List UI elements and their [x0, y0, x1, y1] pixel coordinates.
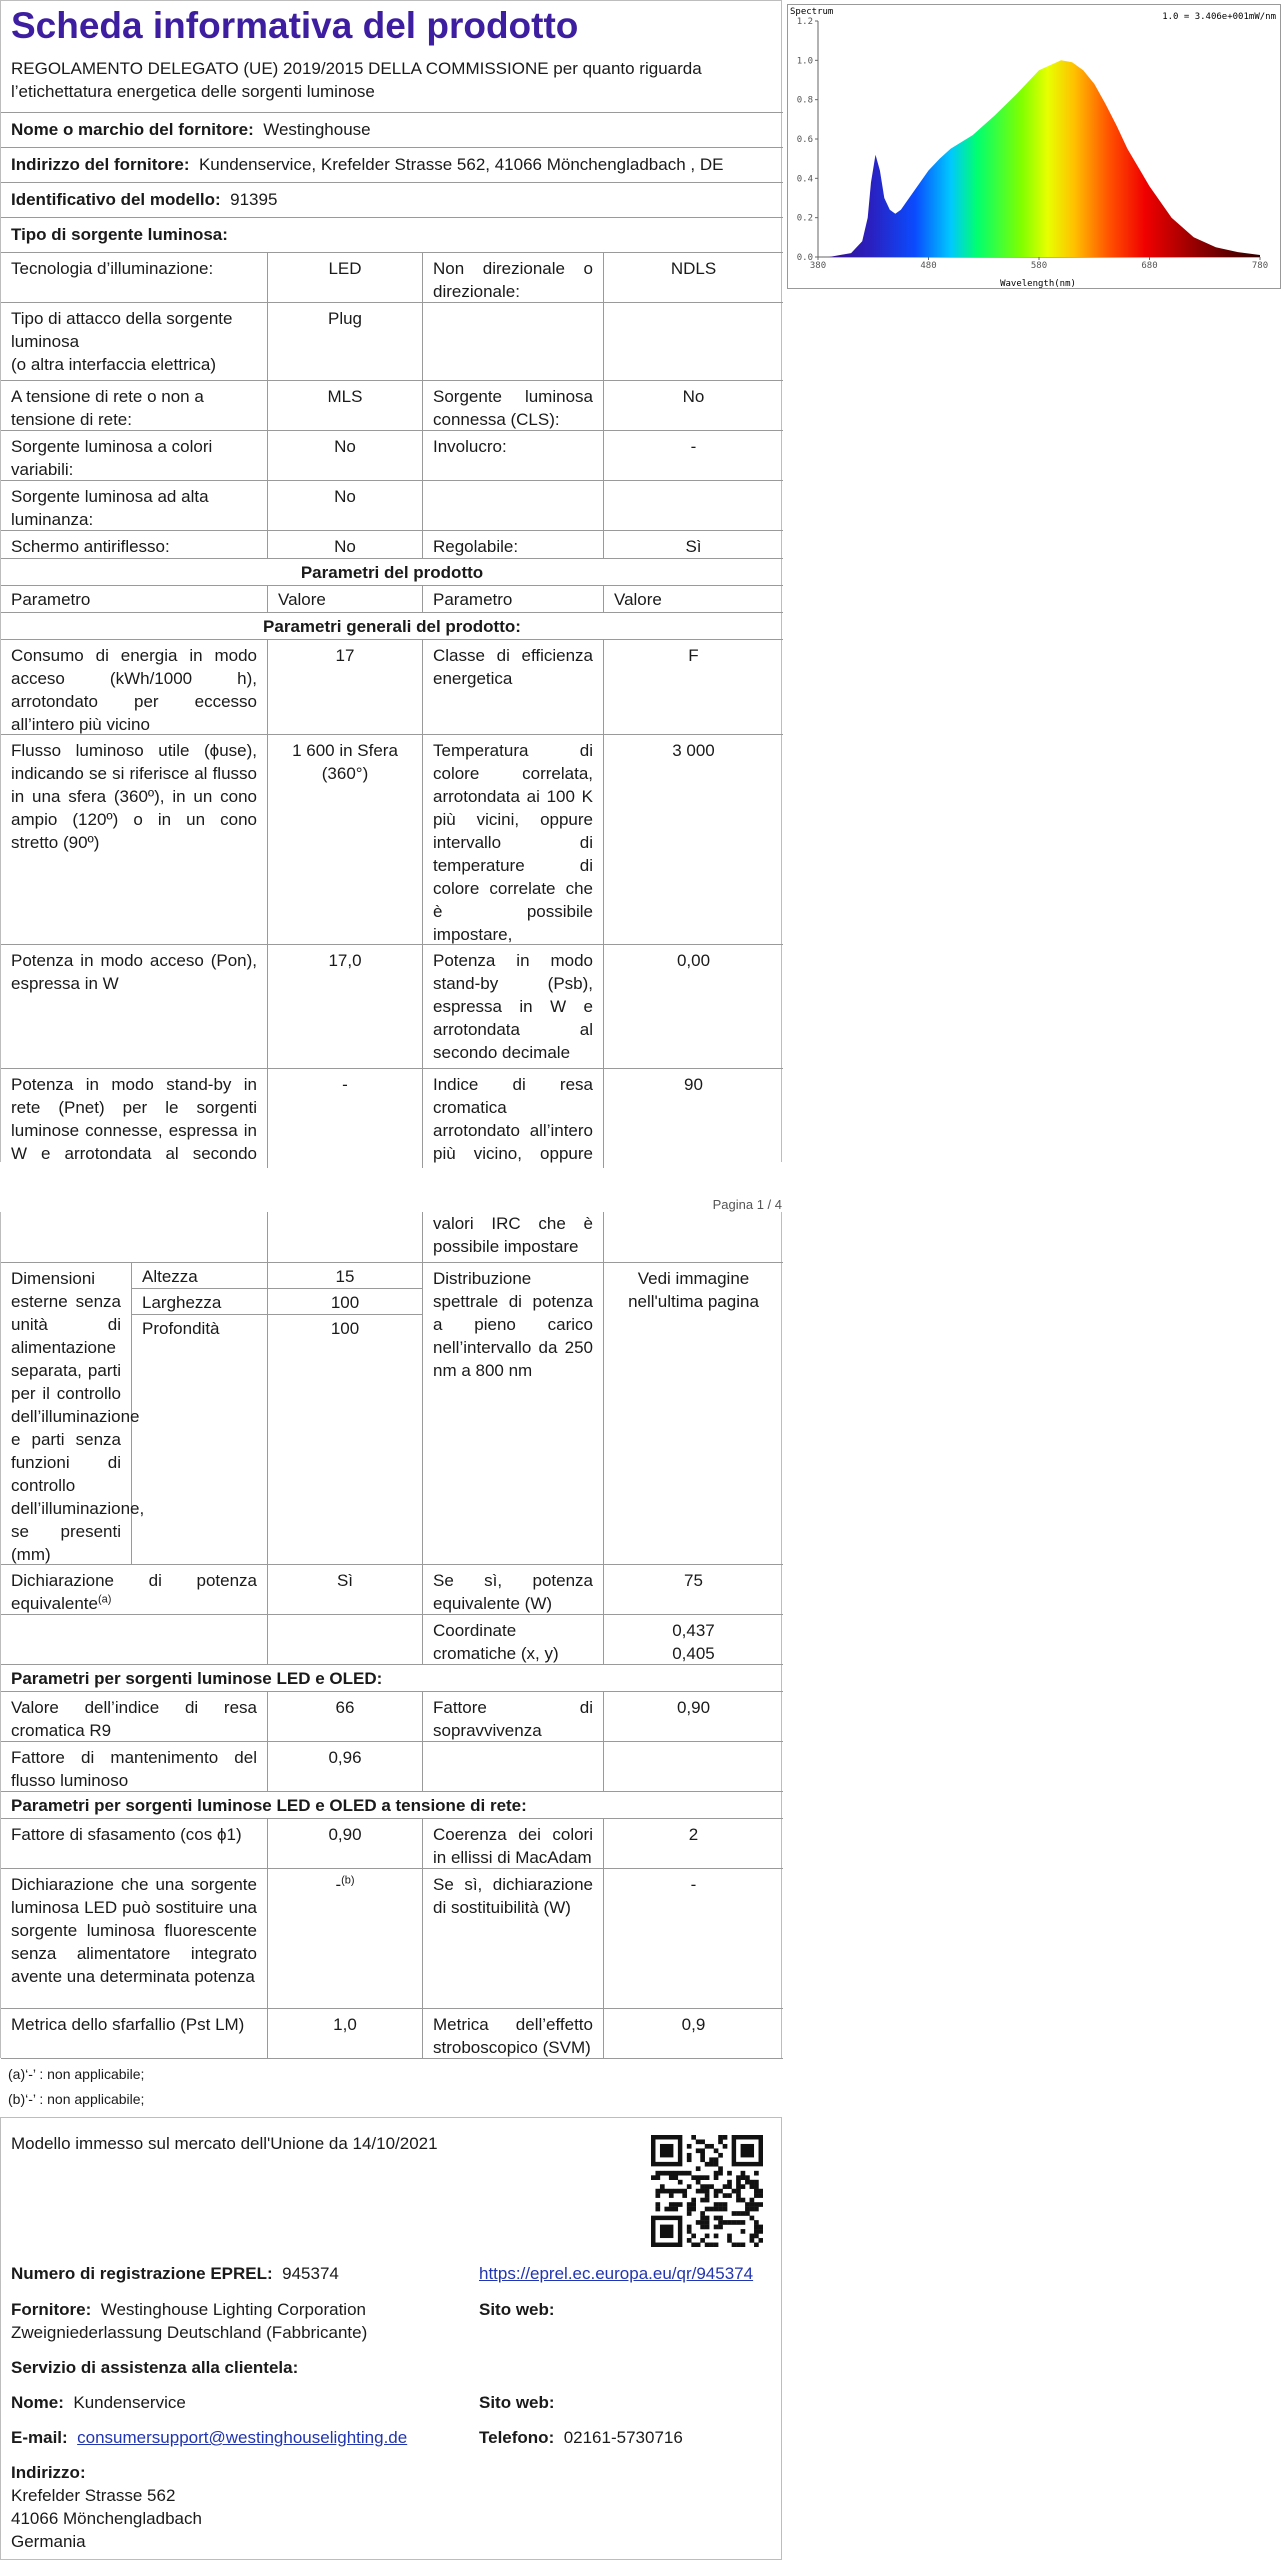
- footer-box: [0, 2117, 782, 2560]
- mains-param-row-3-cell-1: Metrica dello sfarfallio (Pst LM): [1, 2009, 268, 2058]
- source-type-row-1: [1, 252, 783, 302]
- eprel-number: 945374: [282, 2264, 339, 2283]
- x-tick-label: 680: [1141, 261, 1158, 271]
- mains-param-row-2-cell-4: -: [690, 1875, 697, 1894]
- source-type-row-1-cell-4: NDLS: [670, 259, 717, 278]
- y-tick-label: 0.4: [796, 174, 813, 185]
- y-tick-label: 0.8: [796, 95, 813, 106]
- y-tick-label: 1.0: [796, 56, 813, 67]
- chromaticity-y: 0,405: [672, 1644, 715, 1663]
- source-type-row-3-cell-2: MLS: [268, 381, 423, 430]
- qr-code-icon: [651, 2135, 763, 2247]
- phone-label: Telefono:: [479, 2428, 555, 2447]
- supplier-name-row: [1, 112, 783, 147]
- led-param-row-1-cell-3: Fattore di sopravvivenza: [423, 1692, 604, 1741]
- mains-param-row-1-cell-4: 2: [688, 1825, 699, 1844]
- source-type-row-2-cell-3: [423, 303, 604, 380]
- market-date: Modello immesso sul mercato dell'Unione da 14/10/2021: [11, 2134, 438, 2153]
- footnote-ref-a: (a): [97, 1593, 112, 1606]
- web-label-2: Sito web:: [479, 2393, 555, 2412]
- led-param-row-1-cell-4: 0,90: [676, 1698, 711, 1717]
- source-type-row-5-cell-1: Sorgente luminosa ad alta luminanza:: [1, 481, 268, 530]
- col-header-value-1: Valore: [268, 586, 423, 612]
- address-label: Indirizzo:: [11, 2463, 86, 2482]
- model-row: [1, 182, 783, 217]
- equivalent-power-row-cell-4: 75: [684, 1571, 703, 1590]
- source-type-row-1-cell-2: LED: [268, 253, 423, 302]
- equivalent-power-row-cell-3: Se sì, potenza equivalente (W): [423, 1565, 604, 1614]
- general-param-row-1: [1, 639, 783, 734]
- page-title: Scheda informativa del prodotto: [11, 5, 579, 46]
- general-param-row-1-cell-1: Consumo di energia in modo acceso (kWh/1000 h), arrotondato per eccesso all’intero più vicino: [1, 640, 268, 734]
- source-type-row-1-cell-3: Non direzionale o direzionale:: [423, 253, 604, 302]
- source-type-row-4-cell-2: No: [268, 431, 423, 480]
- general-param-row-3-cell-1: Potenza in modo acceso (Pon), espressa in W: [1, 945, 268, 1068]
- col-header-param-2: Parametro: [423, 586, 604, 612]
- general-param-row-1-cell-2: 17: [268, 640, 423, 734]
- footnote-ref-b: (b): [341, 1874, 355, 1887]
- chart-scale: 1.0 = 3.406e+001mW/nm: [1162, 12, 1276, 22]
- source-type-row-3-cell-4: No: [682, 387, 705, 406]
- model-id: 91395: [230, 190, 278, 209]
- mains-param-row-3-cell-4: 0,9: [681, 2015, 706, 2034]
- dimensions-values: [132, 1263, 423, 1564]
- chromaticity-x: 0,437: [672, 1621, 715, 1640]
- contact-name-label: Nome:: [11, 2393, 64, 2412]
- general-param-row-2-cell-2: 1 600 in Sfera (360°): [268, 735, 423, 944]
- source-type-row-4-cell-3: Involucro:: [423, 431, 604, 480]
- general-params-heading: Parametri generali del prodotto:: [1, 612, 783, 639]
- chart-title: Spectrum: [790, 7, 834, 17]
- cri-continuation-row: [1, 1212, 783, 1262]
- source-type-row-5-cell-3: [423, 481, 604, 530]
- mains-param-row-2-cell-2: -$^{(b)}$: [268, 1869, 423, 2008]
- dimension-row-3: [132, 1315, 423, 1591]
- source-type-row-3-cell-3: Sorgente luminosa connessa (CLS):: [423, 381, 604, 430]
- source-type-row-2-cell-1: Tipo di attacco della sorgente luminosa (o altra interfaccia elettrica): [1, 303, 268, 380]
- mains-param-row-1-cell-3: Coerenza dei colori in ellissi di MacAdam: [423, 1819, 604, 1868]
- model-label: Identificativo del modello:: [11, 190, 221, 209]
- chromaticity-label: Coordinate cromatiche (x, y): [423, 1615, 604, 1664]
- supplier-name-label: Nome o marchio del fornitore:: [11, 120, 254, 139]
- dimension-value-2: 100: [268, 1289, 423, 1314]
- general-param-row-4-cell-2: -: [268, 1069, 423, 1168]
- general-param-row-4-cell-1: Potenza in modo stand-by in rete (Pnet) per le sorgenti luminose connesse, espressa in W e arrotondata al secondo: [1, 1069, 268, 1168]
- x-tick-label: 380: [809, 261, 827, 271]
- dimension-label-2: Larghezza: [132, 1289, 268, 1314]
- email-label: E-mail:: [11, 2428, 68, 2447]
- general-param-row-4-cell-4: 90: [684, 1075, 703, 1094]
- general-param-row-3: [1, 944, 783, 1068]
- dimension-value-1: 15: [268, 1263, 423, 1288]
- source-type-row-6: [1, 530, 783, 558]
- x-tick-label: 780: [1251, 261, 1269, 271]
- params-col-headers: [1, 585, 783, 612]
- general-param-row-3-cell-2: 17,0: [268, 945, 423, 1068]
- led-param-row-2-cell-2: 0,96: [268, 1742, 423, 1791]
- eprel-label: Numero di registrazione EPREL:: [11, 2264, 273, 2283]
- mains-param-row-1: [1, 1818, 783, 1868]
- source-type-row-3-cell-1: A tensione di rete o non a tensione di rete:: [1, 381, 268, 430]
- dimension-row-2: [132, 1289, 423, 1315]
- address-line-3: Germania: [11, 2532, 86, 2551]
- page-number: Pagina 1 / 4: [712, 1197, 782, 1212]
- general-param-row-1-cell-3: Classe di efficienza energetica: [423, 640, 604, 734]
- source-type-row-1-cell-1: Tecnologia d’illuminazione:: [1, 253, 268, 302]
- contact-name: Kundenservice: [73, 2393, 186, 2412]
- x-tick-label: 580: [1030, 261, 1048, 271]
- led-param-row-2-cell-4: [604, 1742, 783, 1791]
- cri-continuation-text: valori IRC che è possibile impostare: [423, 1212, 604, 1262]
- source-type-row-5-cell-2: No: [268, 481, 423, 530]
- equivalent-power-row: [1, 1564, 783, 1614]
- dimension-value-3: 100: [268, 1315, 423, 1591]
- regulation-subtitle: REGOLAMENTO DELEGATO (UE) 2019/2015 DELLA COMMISSIONE per quanto riguarda l’etichettatura energetica delle sorgenti luminose: [11, 59, 702, 101]
- source-type-row-6-cell-3: Regolabile:: [423, 531, 604, 558]
- general-param-row-4: [1, 1068, 783, 1168]
- supplier-label: Fornitore:: [11, 2300, 92, 2319]
- mains-param-row-3: [1, 2008, 783, 2058]
- dimension-row-1: [132, 1263, 423, 1289]
- spectral-distribution-label: Distribuzione spettrale di potenza a pieno carico nell’intervallo da 250 nm a 800 nm: [423, 1263, 604, 1564]
- general-param-row-3-cell-3: Potenza in modo stand-by (Psb), espressa in W e arrotondata al secondo decimale: [423, 945, 604, 1068]
- equivalent-power-row-cell-2: Sì: [268, 1565, 423, 1614]
- y-tick-label: 0.2: [796, 213, 813, 224]
- supplier-address-label: Indirizzo del fornitore:: [11, 155, 190, 174]
- general-param-row-3-cell-4: 0,00: [676, 951, 711, 970]
- mains-param-row-1-cell-2: 0,90: [268, 1819, 423, 1868]
- source-type-row-6-cell-1: Schermo antiriflesso:: [1, 531, 268, 558]
- general-param-row-2-cell-4: 3 000: [672, 741, 715, 760]
- dimension-label-1: Altezza: [132, 1263, 268, 1288]
- source-type-row-2: [1, 302, 783, 380]
- email-link[interactable]: consumersupport@westinghouselighting.de: [77, 2428, 408, 2447]
- spectrum-chart: [787, 4, 1281, 289]
- mains-param-row-3-cell-3: Metrica dell’effetto stroboscopico (SVM): [423, 2009, 604, 2058]
- source-type-row-6-cell-4: Sì: [685, 537, 702, 556]
- y-tick-label: 0.0: [796, 253, 813, 263]
- page-1: [0, 0, 782, 1162]
- dimension-label-3: Profondità: [132, 1315, 268, 1591]
- spectrum-svg: [788, 5, 1282, 290]
- led-param-row-1-cell-1: Valore dell’indice di resa cromatica R9: [1, 1692, 268, 1741]
- led-param-row-1-cell-2: 66: [268, 1692, 423, 1741]
- web-label: Sito web:: [479, 2300, 555, 2319]
- mains-param-row-1-cell-1: Fattore di sfasamento (cos ϕ1): [1, 1819, 268, 1868]
- phone-number: 02161-5730716: [563, 2428, 683, 2447]
- source-type-row-6-cell-2: No: [268, 531, 423, 558]
- mains-param-row-2: [1, 1868, 783, 2008]
- customer-service-heading: Servizio di assistenza alla clientela:: [11, 2358, 299, 2377]
- led-param-row-2-cell-1: Fattore di mantenimento del flusso luminoso: [1, 1742, 268, 1791]
- dimensions-label: Dimensioni esterne senza unità di alimentazione separata, parti per il controllo dell’illuminazione e parti senza funzioni di controllo dell’illuminazione, se presenti (mm): [1, 1263, 132, 1564]
- general-param-row-2: [1, 734, 783, 944]
- source-type-row-2-cell-4: [604, 303, 783, 380]
- eprel-link[interactable]: https://eprel.ec.europa.eu/qr/945374: [479, 2264, 754, 2283]
- source-type-row-2-cell-2: Plug: [268, 303, 423, 380]
- source-type-row-4-cell-4: -: [690, 437, 697, 456]
- page-2: [0, 1212, 782, 2058]
- col-header-param-1: Parametro: [1, 586, 268, 612]
- equivalent-power-row-cell-1: Dichiarazione di potenza equivalente$^{(a)}$: [1, 1565, 268, 1614]
- source-type-row-3: [1, 380, 783, 430]
- supplier-address-row: [1, 147, 783, 182]
- address-line-1: Krefelder Strasse 562: [11, 2486, 176, 2505]
- led-param-row-2-cell-3: [423, 1742, 604, 1791]
- supplier-address: Kundenservice, Krefelder Strasse 562, 41066 Mönchengladbach , DE: [198, 155, 724, 174]
- led-param-row-2: [1, 1741, 783, 1791]
- col-header-value-2: Valore: [614, 590, 662, 609]
- general-param-row-2-cell-3: Temperatura di colore correlata, arrotondata ai 100 K più vicini, oppure intervallo di temperature di colore correlate che è possibile impostare,: [423, 735, 604, 944]
- general-param-row-2-cell-1: Flusso luminoso utile (ϕuse), indicando se si riferisce al flusso in una sfera (360º), in un cono ampio (120º) o in un cono stretto (90º): [1, 735, 268, 944]
- mains-param-row-2-cell-1: Dichiarazione che una sorgente luminosa LED può sostituire una sorgente luminosa fluorescente senza alimentatore integrato avente una determinata potenza: [1, 1869, 268, 2008]
- chromaticity-row: [1, 1614, 783, 1664]
- source-type-row-5: [1, 480, 783, 530]
- supplier-name: Westinghouse: [263, 120, 371, 139]
- footnote-a: (a)‘-’ : non applicabile;: [8, 2066, 145, 2082]
- dimensions-row: [1, 1262, 783, 1564]
- mains-param-row-3-cell-2: 1,0: [268, 2009, 423, 2058]
- general-param-row-1-cell-4: F: [688, 646, 699, 665]
- x-tick-label: 480: [920, 261, 937, 271]
- address-line-2: 41066 Mönchengladbach: [11, 2509, 202, 2528]
- source-type-heading: Tipo di sorgente luminosa:: [1, 217, 783, 252]
- source-type-row-4: [1, 430, 783, 480]
- source-type-row-4-cell-1: Sorgente luminosa a colori variabili:: [1, 431, 268, 480]
- supplier-full-name: Westinghouse Lighting Corporation Zweigniederlassung Deutschland (Fabbricante): [11, 2300, 368, 2342]
- source-type-row-5-cell-4: [604, 481, 783, 530]
- mains-param-row-2-cell-3: Se sì, dichiarazione di sostituibilità (W): [423, 1869, 604, 2008]
- spectral-distribution-value: Vedi immagine nell'ultima pagina: [628, 1269, 759, 1311]
- led-param-row-1: [1, 1691, 783, 1741]
- mains-params-heading: Parametri per sorgenti luminose LED e OLED a tensione di rete:: [1, 1791, 783, 1818]
- x-axis-label: Wavelength(nm): [1000, 279, 1076, 289]
- footnote-b: (b)‘-’ : non applicabile;: [8, 2091, 145, 2107]
- y-tick-label: 0.6: [796, 135, 813, 145]
- spectrum-area: [818, 60, 1260, 257]
- led-params-heading: Parametri per sorgenti luminose LED e OLED:: [1, 1664, 783, 1691]
- y-tick-label: 1.2: [796, 17, 813, 27]
- general-param-row-4-cell-3: Indice di resa cromatica arrotondato all’intero più vicino, oppure: [423, 1069, 604, 1168]
- params-heading: Parametri del prodotto: [1, 558, 783, 585]
